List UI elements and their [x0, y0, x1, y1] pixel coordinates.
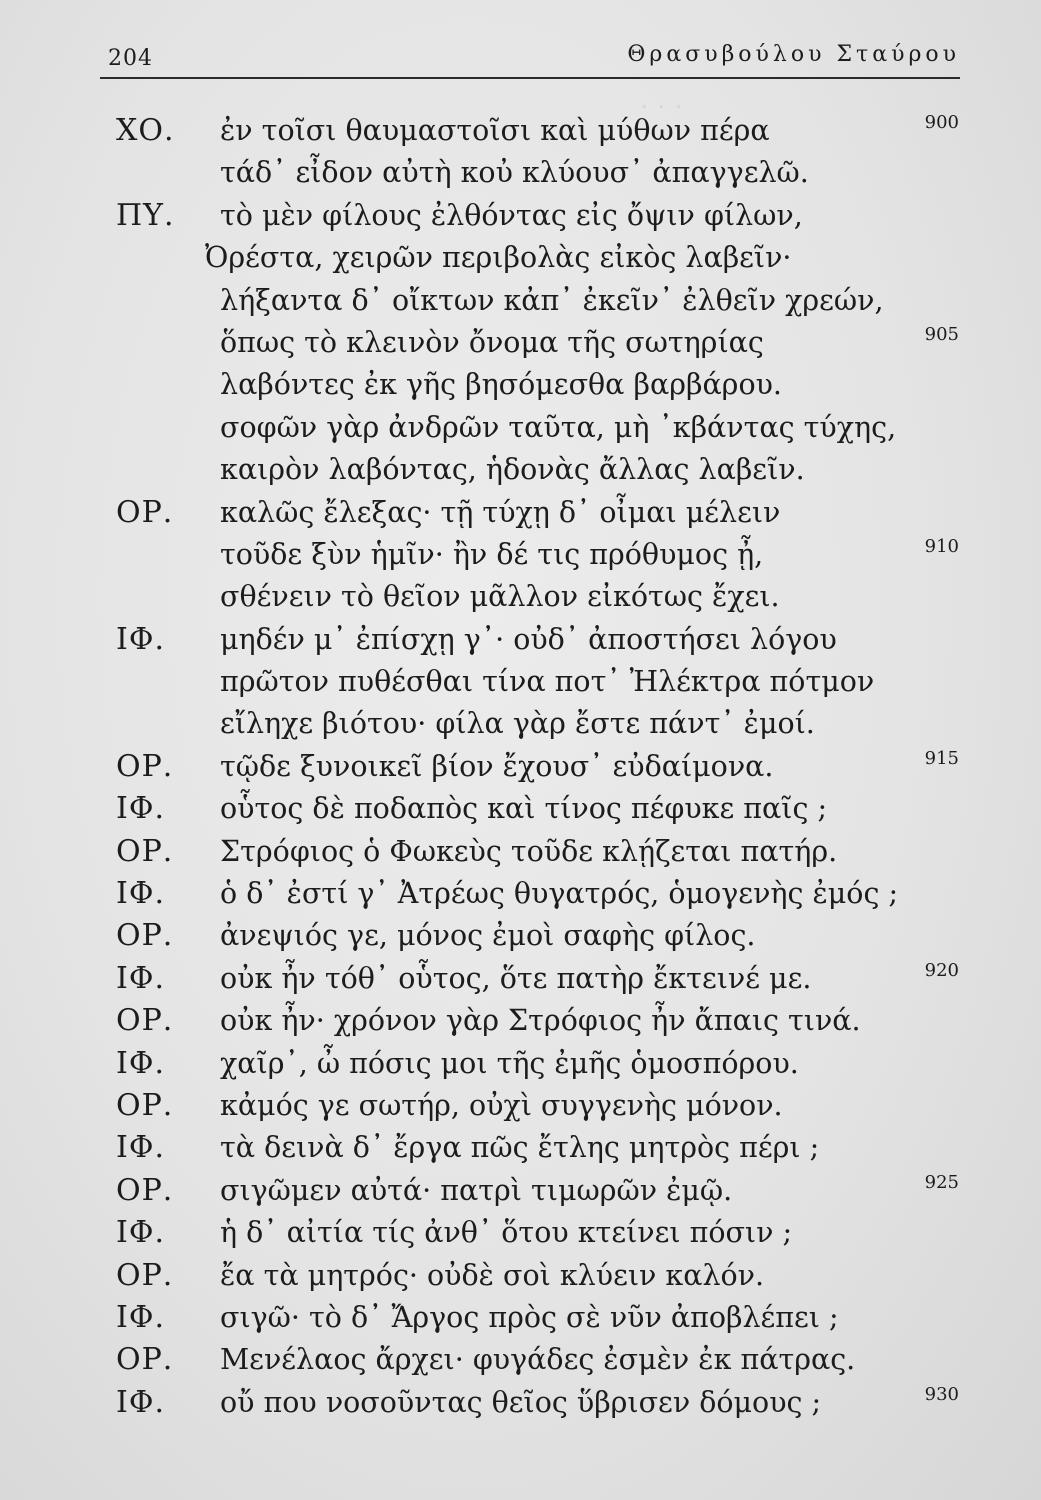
speaker-label: ΟΡ. [116, 1172, 174, 1208]
verse-text: σθένειν τὸ θεῖον μᾶλλον εἰκότως ἔχει. [220, 580, 780, 614]
verse-line [0, 492, 1041, 534]
verse-line [0, 619, 1041, 661]
verse-text: λήξαντα δ᾽ οἴκτων κἀπ᾽ ἐκεῖν᾽ ἐλθεῖν χρεών, [220, 283, 884, 317]
speaker-label: ΟΡ. [116, 918, 174, 954]
running-title: Θρασυβούλου Σταύρου [627, 42, 960, 67]
verse-line [0, 661, 1041, 703]
line-number: 900 [924, 112, 959, 133]
verse-line [0, 449, 1041, 491]
verse-text: χαῖρ᾽, ὦ πόσις μοι τῆς ἐμῆς ὁμοσπόρου. [220, 1046, 799, 1080]
verse-text: Στρόφιος ὁ Φωκεὺς τοῦδε κλῄζεται πατήρ. [220, 834, 838, 868]
speaker-label: ΙΦ. [116, 1215, 165, 1251]
verse-text: τῷδε ξυνοικεῖ βίον ἔχουσ᾽ εὐδαίμονα. [220, 749, 774, 783]
verse-line [0, 576, 1041, 618]
speaker-label: ΙΦ. [116, 621, 165, 657]
line-number: 915 [924, 747, 959, 769]
speaker-label: ΟΡ. [116, 494, 174, 530]
verse-text: σιγῶμεν αὐτά· πατρὶ τιμωρῶν ἐμῷ. [220, 1173, 733, 1207]
page-number: 204 [108, 46, 153, 71]
verse-text: τοῦδε ξὺν ἡμῖν· ἢν δέ τις πρόθυμος ᾖ, [220, 537, 764, 571]
verse-line [0, 322, 1041, 364]
verse-text: ὁ δ᾽ ἐστί γ᾽ Ἀτρέως θυγατρός, ὁμογενὴς ἐμός ; [220, 877, 899, 911]
verse-line [0, 873, 1041, 915]
verse-line [0, 534, 1041, 576]
verse-text: ἀνεψιός γε, μόνος ἐμοὶ σαφὴς φίλος. [220, 919, 756, 953]
verse-text: εἴληχε βιότου· φίλα γὰρ ἔστε πάντ᾽ ἐμοί. [220, 707, 815, 741]
verse-line [0, 152, 1041, 194]
running-head [100, 38, 960, 78]
speaker-label: ΙΦ. [116, 1299, 165, 1335]
verse-line [0, 280, 1041, 322]
verse-block [0, 110, 1041, 1424]
verse-line [0, 1339, 1041, 1381]
speaker-label: ΟΡ. [116, 1087, 174, 1123]
verse-line [0, 1255, 1041, 1297]
verse-line [0, 1085, 1041, 1127]
verse-text: οὐκ ἦν· χρόνον γὰρ Στρόφιος ἦν ἄπαις τινά. [220, 1004, 861, 1038]
verse-text: οὐκ ἦν τόθ᾽ οὗτος, ὅτε πατὴρ ἔκτεινέ με. [220, 961, 812, 995]
speaker-label: ΙΦ. [116, 876, 165, 912]
speaker-label: ΠΥ. [116, 197, 175, 233]
verse-line [0, 1212, 1041, 1254]
verse-text: πρῶτον πυθέσθαι τίνα ποτ᾽ Ἠλέκτρα πότμον [220, 665, 875, 699]
speaker-label: ΙΦ. [116, 1045, 165, 1081]
verse-line [0, 1127, 1041, 1169]
speaker-label: ΟΡ. [116, 1257, 174, 1293]
verse-line [0, 237, 1041, 279]
verse-line [0, 1297, 1041, 1339]
verse-text: ἐν τοῖσι θαυμαστοῖσι καὶ μύθων πέρα [220, 114, 770, 147]
verse-line [0, 915, 1041, 957]
verse-line [0, 958, 1041, 1000]
line-number: 920 [924, 959, 959, 981]
speaker-label: ΧΟ. [116, 113, 175, 148]
verse-text: οὔ που νοσοῦντας θεῖος ὕβρισεν δόμους ; [220, 1385, 822, 1419]
header-rule [100, 77, 960, 79]
verse-line [0, 1000, 1041, 1042]
verse-text: ἡ δ᾽ αἰτία τίς ἀνθ᾽ ὅτου κτείνει πόσιν ; [220, 1216, 793, 1250]
verse-line [0, 703, 1041, 745]
verse-text: μηδέν μ᾽ ἐπίσχῃ γ᾽· οὐδ᾽ ἀποστήσει λόγου [220, 622, 837, 656]
verse-text: τάδ᾽ εἶδον αὐτὴ κοὐ κλύουσ᾽ ἀπαγγελῶ. [220, 156, 809, 190]
speaker-label: ΙΦ. [116, 960, 165, 996]
verse-text: τὰ δεινὰ δ᾽ ἔργα πῶς ἔτλης μητρὸς πέρι ; [220, 1131, 820, 1165]
verse-line [0, 1170, 1041, 1212]
verse-text: τὸ μὲν φίλους ἐλθόντας εἰς ὄψιν φίλων, [220, 198, 803, 232]
verse-text: λαβόντες ἐκ γῆς βησόμεσθα βαρβάρου. [220, 368, 782, 402]
verse-text: ἔα τὰ μητρός· οὐδὲ σοὶ κλύειν καλόν. [220, 1258, 765, 1292]
speaker-label: ΙΦ. [116, 1384, 165, 1420]
line-number: 905 [924, 323, 959, 345]
verse-text: καιρὸν λαβόντας, ἡδονὰς ἄλλας λαβεῖν. [220, 453, 805, 487]
show-through: · · · [640, 92, 683, 123]
verse-text: σιγῶ· τὸ δ᾽ Ἄργος πρὸς σὲ νῦν ἀποβλέπει ; [220, 1300, 839, 1334]
verse-text: σοφῶν γὰρ ἀνδρῶν ταῦτα, μὴ ᾽κβάντας τύχης, [220, 410, 897, 444]
verse-line [0, 746, 1041, 788]
verse-text: Μενέλαος ἄρχει· φυγάδες ἐσμὲν ἐκ πάτρας. [220, 1343, 856, 1377]
verse-text: ὅπως τὸ κλεινὸν ὄνομα τῆς σωτηρίας [220, 325, 764, 359]
speaker-label: ΙΦ. [116, 1130, 165, 1166]
verse-line [0, 110, 1041, 152]
speaker-label: ΟΡ. [116, 1342, 174, 1378]
verse-text: Ὀρέστα, χειρῶν περιβολὰς εἰκὸς λαβεῖν· [205, 241, 792, 275]
verse-text: καλῶς ἔλεξας· τῇ τύχῃ δ᾽ οἶμαι μέλειν [220, 495, 781, 529]
speaker-label: ΟΡ. [116, 748, 174, 784]
line-number: 910 [924, 535, 959, 557]
verse-line [0, 788, 1041, 830]
verse-line [0, 1382, 1041, 1424]
line-number: 925 [924, 1171, 959, 1193]
speaker-label: ΟΡ. [116, 833, 174, 869]
verse-line [0, 195, 1041, 237]
verse-text: κἀμός γε σωτήρ, οὐχὶ συγγενὴς μόνον. [220, 1088, 783, 1122]
verse-line [0, 407, 1041, 449]
verse-text: οὗτος δὲ ποδαπὸς καὶ τίνος πέφυκε παῖς ; [220, 792, 828, 826]
verse-line [0, 831, 1041, 873]
speaker-label: ΙΦ. [116, 791, 165, 827]
verse-line [0, 364, 1041, 406]
verse-line [0, 1043, 1041, 1085]
speaker-label: ΟΡ. [116, 1003, 174, 1039]
line-number: 930 [924, 1383, 959, 1405]
